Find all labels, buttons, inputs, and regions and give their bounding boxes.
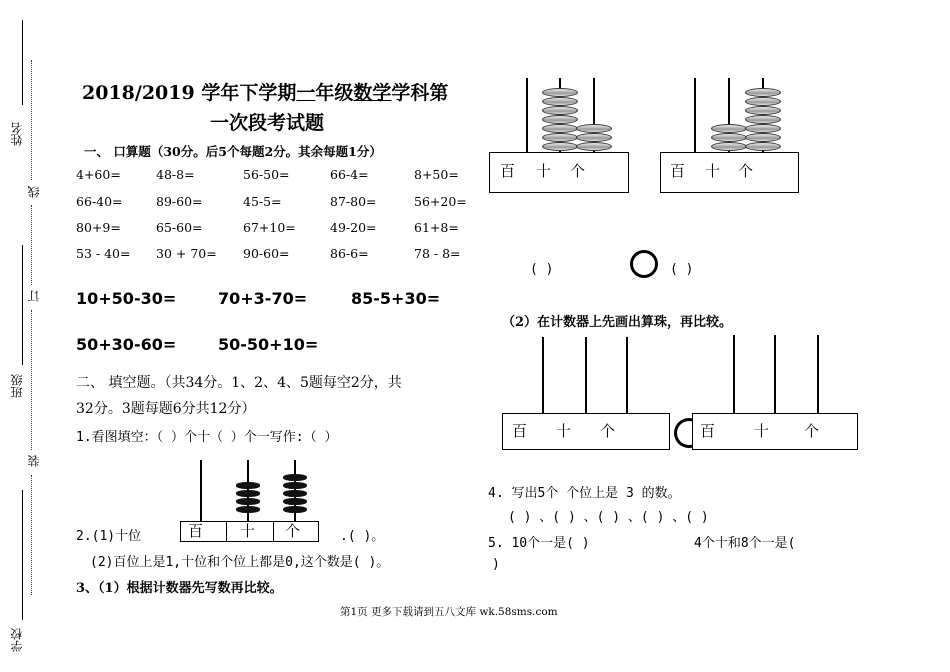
binding-dotted-line: [31, 310, 32, 450]
question-2-prefix: 2.(1)十位: [76, 529, 142, 544]
ones-label: 个: [570, 162, 586, 180]
ones-label: 个: [600, 422, 616, 440]
compare-circle[interactable]: [630, 250, 658, 278]
abacus-bead: [711, 142, 747, 151]
question-4: 4. 写出5个 个位上是 3 的数。: [488, 486, 681, 501]
compare-blank-left[interactable]: ( ): [530, 262, 554, 277]
abacus-rod: [542, 337, 544, 413]
ones-label: 个: [285, 522, 301, 540]
question-2b: (2)百位上是1,十位和个位上都是0,这个数是( )。: [90, 555, 390, 570]
abacus-frame: [502, 413, 670, 450]
calc-item: 48-8=: [156, 167, 195, 182]
abacus-bead: [576, 133, 612, 142]
abacus-bead: [745, 88, 781, 97]
abacus-bead: [542, 115, 578, 124]
place-divider: [273, 521, 274, 542]
hundreds-label: 百: [188, 522, 204, 540]
abacus-rod: [526, 78, 528, 152]
abacus-bead: [542, 124, 578, 133]
calc-item: 56+20=: [414, 194, 467, 209]
calc-item: 66-40=: [76, 194, 123, 209]
abacus-rod: [817, 335, 819, 413]
abacus-bead: [542, 133, 578, 142]
binding-zhuang-label: 装: [27, 455, 41, 467]
calc-item: 56-50=: [243, 167, 290, 182]
compare-blank-right[interactable]: ( ): [670, 262, 694, 277]
tens-label: 十: [536, 162, 552, 180]
abacus-bead: [236, 498, 260, 505]
hundreds-label: 百: [512, 422, 528, 440]
calc-item: 78 - 8=: [414, 246, 461, 261]
calc-item: 45-5=: [243, 194, 282, 209]
abacus-bead: [745, 106, 781, 115]
binding-dotted-line: [31, 475, 32, 595]
class-label: 班级: [10, 374, 24, 398]
question-5a: 5. 10个一是( ): [488, 536, 590, 551]
calc-item: 53 - 40=: [76, 246, 131, 261]
calc-item: 90-60=: [243, 246, 290, 261]
calc-item: 61+8=: [414, 220, 459, 235]
binding-dotted-line: [31, 205, 32, 285]
abacus-bead: [576, 142, 612, 151]
calc-item: 65-60=: [156, 220, 203, 235]
calc-item: 89-60=: [156, 194, 203, 209]
ones-label: 个: [804, 422, 820, 440]
tens-label: 十: [240, 522, 256, 540]
abacus-bead: [236, 506, 260, 513]
question-4-blanks[interactable]: ( ) 、( ) 、( ) 、( ) 、( ): [508, 510, 709, 525]
hundreds-label: 百: [670, 162, 686, 180]
abacus-bead: [283, 506, 307, 513]
abacus-frame: [692, 413, 858, 450]
abacus-rod: [694, 78, 696, 152]
abacus-bead: [745, 142, 781, 151]
abacus-rod: [733, 335, 735, 413]
abacus-bead: [542, 142, 578, 151]
name-label: 姓名: [10, 122, 24, 146]
question-5b: 4个十和8个一是(: [694, 536, 796, 551]
abacus-rod: [774, 335, 776, 413]
tens-label: 十: [754, 422, 770, 440]
page-footer: 第1页 更多下载请到五八文库 wk.58sms.com: [340, 606, 558, 618]
calc-item: 67+10=: [243, 220, 296, 235]
abacus-bead: [283, 490, 307, 497]
calc-item-big: 50+30-60=: [76, 335, 177, 354]
binding-ding-label: 订: [27, 290, 41, 302]
abacus-bead: [745, 115, 781, 124]
tens-label: 十: [556, 422, 572, 440]
calc-item: 30 + 70=: [156, 246, 217, 261]
abacus-rod: [626, 337, 628, 413]
abacus-bead: [542, 97, 578, 106]
class-underline: [22, 245, 23, 365]
name-underline: [22, 20, 23, 105]
binding-line-label: 线: [27, 186, 41, 198]
abacus-bead: [576, 124, 612, 133]
school-label: 学校: [10, 628, 24, 652]
abacus-rod: [200, 460, 202, 522]
ones-label: 个: [738, 162, 754, 180]
calc-item: 8+50=: [414, 167, 459, 182]
abacus-bead: [236, 482, 260, 489]
section2-heading: 二、 填空题。（共34分。1、2、4、5题每空2分，共: [76, 375, 402, 391]
calc-item: 87-80=: [330, 194, 377, 209]
question-5-close: ): [492, 557, 500, 572]
abacus-bead: [283, 498, 307, 505]
abacus-bead: [711, 133, 747, 142]
abacus-bead: [745, 124, 781, 133]
answer-blank[interactable]: .( )。: [340, 529, 385, 544]
abacus-bead: [711, 124, 747, 133]
school-underline: [22, 490, 23, 620]
calc-item: 86-6=: [330, 246, 369, 261]
page-title: 2018/2019 学年下学期一年级数学学科第: [82, 82, 449, 104]
calc-item: 80+9=: [76, 220, 121, 235]
question-3: 3、（1）根据计数器先写数再比较。: [76, 581, 283, 596]
question-1: 1.看图填空：（ ）个十（ ）个一写作:（ ）: [76, 430, 338, 445]
abacus-bead: [542, 88, 578, 97]
calc-item-big: 50-50+10=: [218, 335, 319, 354]
calc-item-big: 85-5+30=: [351, 289, 441, 308]
abacus-bead: [542, 106, 578, 115]
section2-heading-line2: 32分。3题每题6分共12分）: [76, 401, 256, 417]
abacus-bead: [283, 474, 307, 481]
abacus-bead: [236, 490, 260, 497]
tens-label: 十: [705, 162, 721, 180]
calc-item: 4+60=: [76, 167, 121, 182]
abacus-bead: [283, 482, 307, 489]
hundreds-label: 百: [500, 162, 516, 180]
section1-heading: 一、 口算题（30分。后5个每题2分。其余每题1分）: [84, 144, 382, 159]
abacus-bead: [745, 97, 781, 106]
abacus-bead: [745, 133, 781, 142]
page-title-line2: 一次段考试题: [210, 112, 325, 134]
question-3b: （2）在计数器上先画出算珠，再比较。: [502, 315, 733, 330]
calc-item: 66-4=: [330, 167, 369, 182]
calc-item: 49-20=: [330, 220, 377, 235]
binding-dotted-line: [31, 60, 32, 180]
place-divider: [226, 521, 227, 542]
calc-item-big: 70+3-70=: [218, 289, 308, 308]
abacus-rod: [585, 337, 587, 413]
hundreds-label: 百: [700, 422, 716, 440]
calc-item-big: 10+50-30=: [76, 289, 177, 308]
